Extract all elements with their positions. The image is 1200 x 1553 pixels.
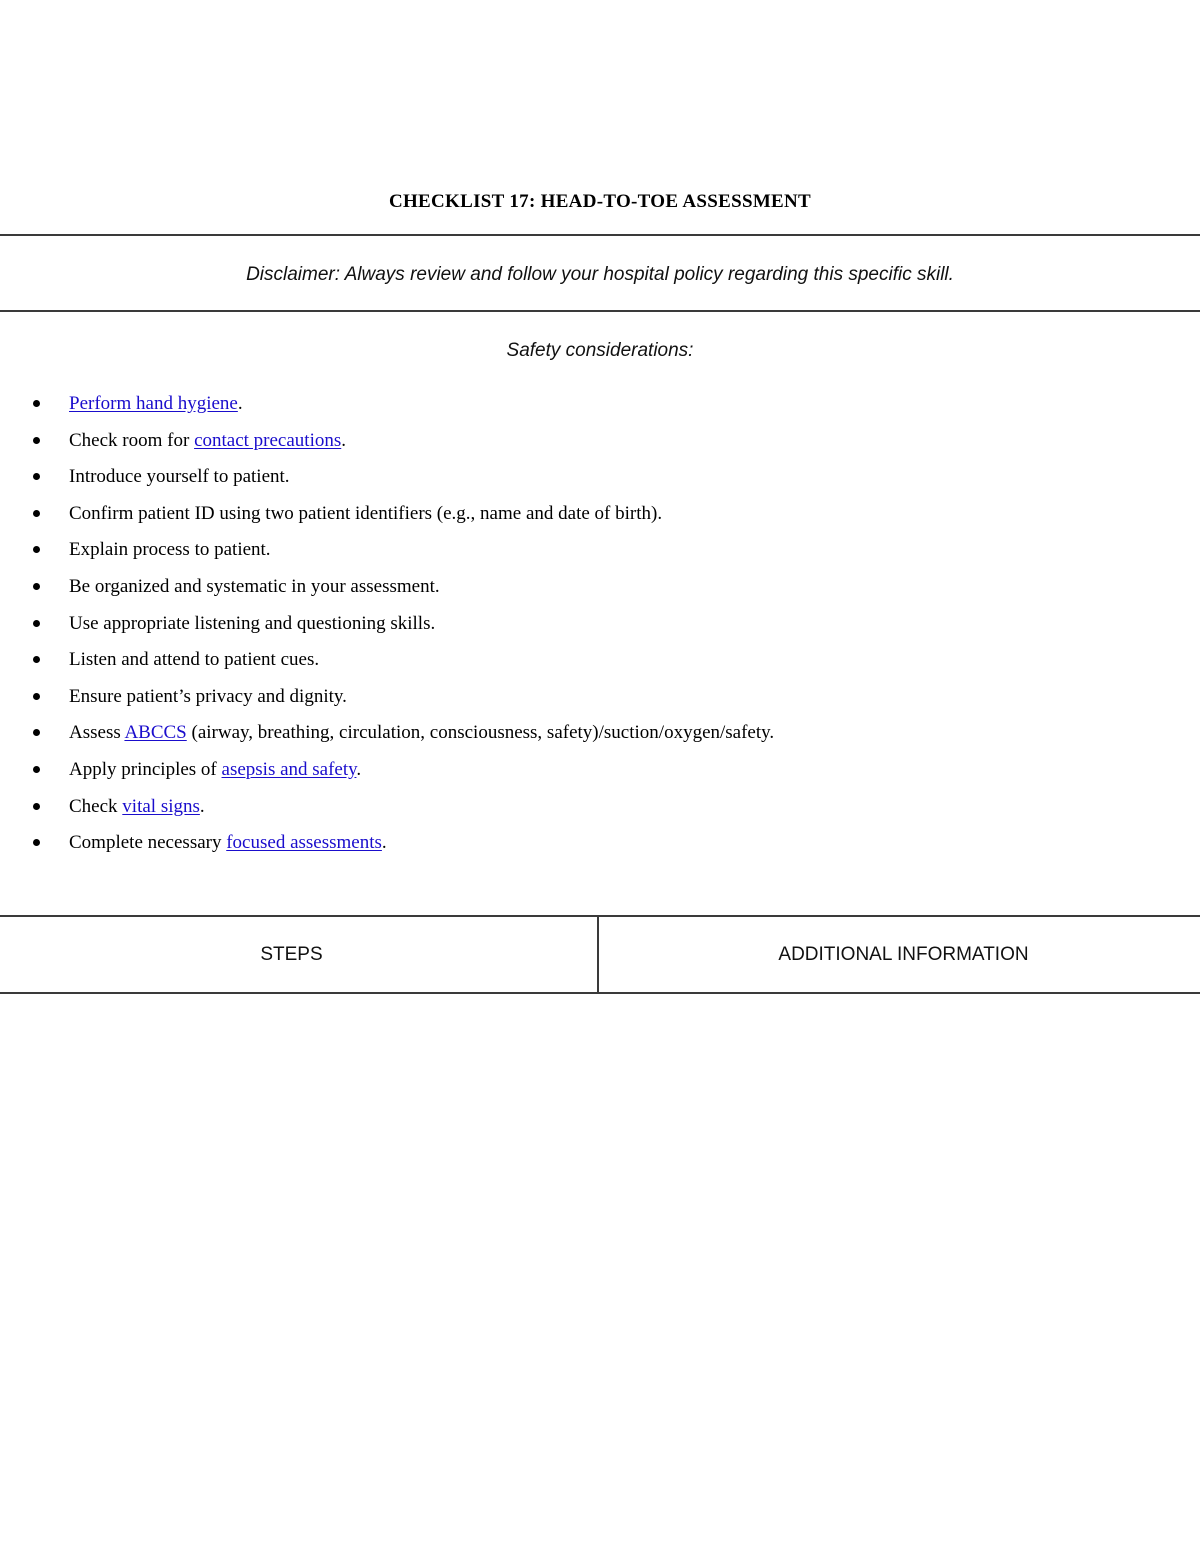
bullet-icon	[33, 656, 40, 663]
list-item: Apply principles of asepsis and safety.	[0, 752, 1200, 789]
divider-top	[0, 234, 1200, 236]
bullet-icon	[33, 839, 40, 846]
list-item: Confirm patient ID using two patient identifiers (e.g., name and date of birth).	[0, 496, 1200, 533]
asepsis-and-safety-link[interactable]: asepsis and safety	[221, 758, 357, 780]
list-item: Check vital signs.	[0, 789, 1200, 826]
list-item: Use appropriate listening and questioning skills.	[0, 606, 1200, 643]
bullet-icon	[33, 473, 40, 480]
list-item: Check room for contact precautions.	[0, 423, 1200, 460]
additional-information-column-header: ADDITIONAL INFORMATION	[778, 944, 1029, 965]
contact-precautions-link[interactable]: contact precautions	[194, 429, 342, 451]
safety-considerations-list	[0, 386, 1200, 862]
bullet-icon	[33, 546, 40, 553]
bullet-icon	[33, 583, 40, 590]
list-item: Introduce yourself to patient.	[0, 459, 1200, 496]
focused-assessments-link[interactable]: focused assessments	[226, 832, 382, 854]
list-item: Be organized and systematic in your assessment.	[0, 569, 1200, 606]
bullet-icon	[33, 729, 40, 736]
list-item: Assess ABCCS (airway, breathing, circulation, consciousness, safety)/suction/oxygen/safety.	[0, 715, 1200, 752]
table-header-bottom-border	[0, 992, 1200, 994]
list-item: Complete necessary focused assessments.	[0, 825, 1200, 862]
abccs-link[interactable]: ABCCS	[124, 722, 187, 744]
list-item: Listen and attend to patient cues.	[0, 642, 1200, 679]
bullet-icon	[33, 803, 40, 810]
perform-hand-hygiene-link[interactable]: Perform hand hygiene	[69, 393, 238, 414]
list-item: Perform hand hygiene.	[0, 386, 1200, 423]
list-item: Explain process to patient.	[0, 532, 1200, 569]
bullet-icon	[33, 510, 40, 517]
bullet-icon	[33, 693, 40, 700]
vital-signs-link[interactable]: vital signs	[122, 795, 200, 817]
steps-table-header	[0, 917, 1200, 993]
steps-column-header: STEPS	[0, 917, 599, 993]
bullet-icon	[33, 766, 40, 773]
disclaimer-text: Disclaimer: Always review and follow your hospital policy regarding this specific skill.	[246, 264, 954, 285]
bullet-icon	[33, 620, 40, 627]
safety-considerations-heading: Safety considerations:	[506, 340, 694, 361]
divider-after-disclaimer	[0, 310, 1200, 312]
bullet-icon	[33, 437, 40, 444]
document-title: CHECKLIST 17: HEAD-TO-TOE ASSESSMENT	[388, 191, 812, 212]
bullet-icon	[33, 400, 40, 407]
list-item: Ensure patient’s privacy and dignity.	[0, 679, 1200, 716]
